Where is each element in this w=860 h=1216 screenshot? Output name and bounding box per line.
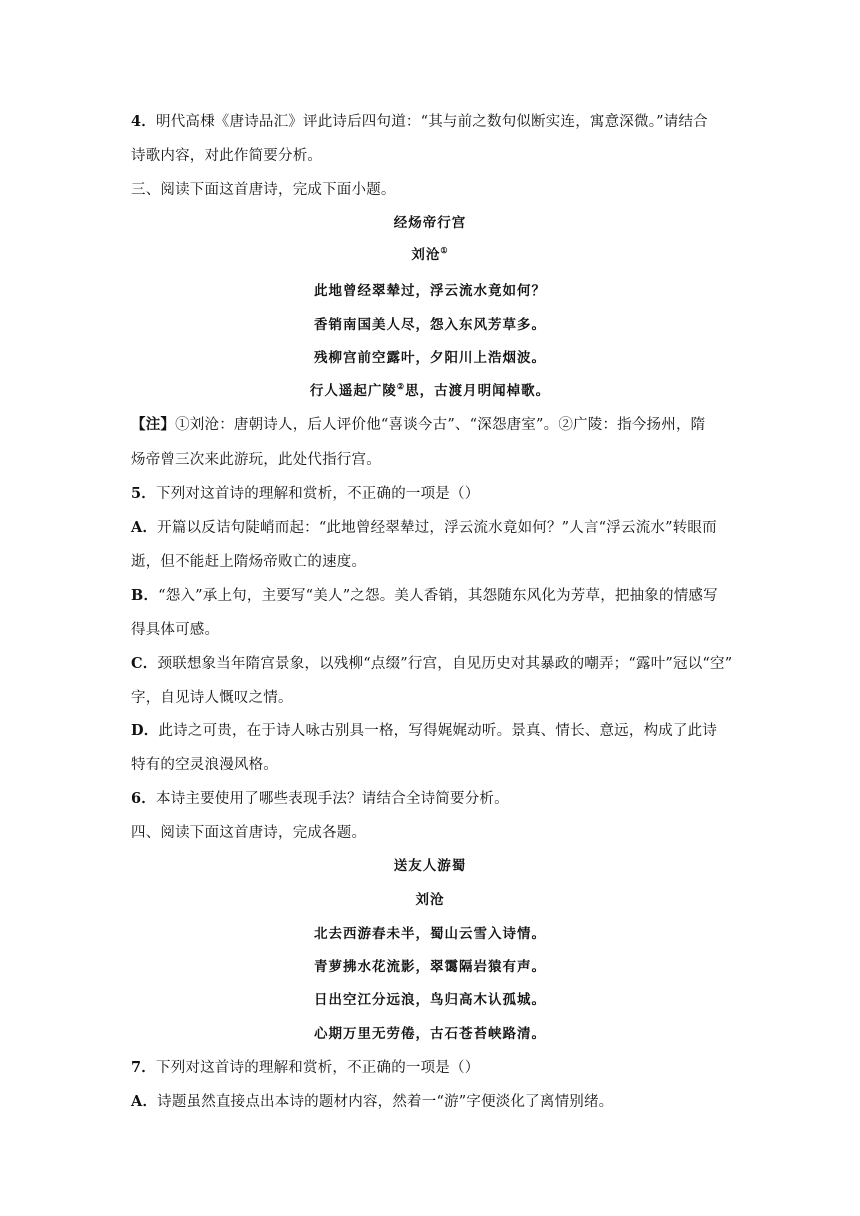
q6-text: 本诗主要使用了哪些表现手法？请结合全诗简要分析。 xyxy=(156,791,509,807)
q5-option-a-label: A． xyxy=(131,519,158,536)
q5-option-a-line1 xyxy=(131,518,731,538)
q7-option-a-text: 诗题虽然直接点出本诗的题材内容，然着一“游”字便淡化了离情别绪。 xyxy=(157,1094,614,1110)
q4-text-line1: 明代高棅《唐诗品汇》评此诗后四句道：“其与前之数句似断实连，寓意深微。”请结合 xyxy=(156,114,708,130)
q7-option-a xyxy=(131,1092,731,1112)
q4-line1 xyxy=(131,112,731,132)
q7-number: 7． xyxy=(131,1059,156,1076)
q5-option-b-label: B． xyxy=(131,587,159,604)
q7-stem xyxy=(131,1058,731,1078)
q5-option-d-text1: 此诗之可贵，在于诗人咏古别具一格，写得娓娓动听。景真、情长、意远，构成了此诗 xyxy=(158,723,718,739)
section3-author-name: 刘沧 xyxy=(411,247,441,263)
section3-poem-note-mark: ② xyxy=(396,381,406,391)
q7-stem-text: 下列对这首诗的理解和赏析，不正确的一项是（） xyxy=(156,1060,480,1076)
q5-option-b-line1 xyxy=(131,586,731,606)
q4-number: 4． xyxy=(131,113,156,130)
note-label: 【注】 xyxy=(131,416,176,433)
q5-stem xyxy=(131,484,731,504)
section4-poem-line-4: 心期万里无劳倦，古石苍苔峡路清。 xyxy=(314,1026,546,1042)
section3-poem-author xyxy=(0,245,860,265)
section3-note-line1 xyxy=(131,415,731,435)
q5-option-c-text1: 颈联想象当年隋宫景象，以残柳“点缀”行宫，自见历史对其暴政的嘲弄；“露叶”冠以“空” xyxy=(157,656,733,672)
section4-poem-line-3: 日出空江分远浪，鸟归高木认孤城。 xyxy=(314,992,546,1008)
section4-poem-line-2: 青萝拂水花流影，翠霭隔岩猿有声。 xyxy=(314,959,546,975)
q5-stem-text: 下列对这首诗的理解和赏析，不正确的一项是（） xyxy=(156,486,480,502)
section3-author-note-mark: ① xyxy=(440,245,449,255)
section3-note-line2: 炀帝曾三次来此游玩，此处代指行宫。 xyxy=(131,452,381,468)
section4-poem-line-1: 北去西游春未半，蜀山云雪入诗情。 xyxy=(314,926,546,942)
q6-number: 6． xyxy=(131,790,156,807)
q5-option-d-line2: 特有的空灵浪漫风格。 xyxy=(131,757,278,773)
q5-number: 5． xyxy=(131,485,156,502)
q5-option-d-line1 xyxy=(131,721,731,741)
section3-poem-line-4b: 思，古渡月明闻棹歌。 xyxy=(405,383,551,399)
section3-heading: 三、阅读下面这首唐诗，完成下面小题。 xyxy=(131,182,396,198)
section3-poem-line-4a: 行人遥起广陵 xyxy=(309,383,397,399)
q4-line2: 诗歌内容，对此作简要分析。 xyxy=(131,148,323,164)
q5-option-b-text1: “怨入”承上句，主要写“美人”之怨。美人香销，其怨随东风化为芳草，把抽象的情感写 xyxy=(158,588,718,604)
section3-poem-line-1: 此地曾经翠辇过，浮云流水竟如何？ xyxy=(314,283,546,299)
section3-poem-line-3: 残柳宫前空露叶，夕阳川上浩烟波。 xyxy=(314,350,546,366)
q5-option-c-line1 xyxy=(131,654,731,674)
q5-option-a-line2: 逝，但不能赶上隋炀帝败亡的速度。 xyxy=(131,554,367,570)
q5-option-a-text1: 开篇以反诘句陡峭而起：“此地曾经翠辇过，浮云流水竟如何？”人言“浮云流水”转眼而 xyxy=(157,520,717,536)
q5-option-c-line2: 字，自见诗人慨叹之情。 xyxy=(131,690,293,706)
q5-option-c-label: C． xyxy=(131,655,158,672)
q6 xyxy=(131,789,731,809)
note-text-line1: ①刘沧：唐朝诗人，后人评价他“喜谈今古”、“深怨唐室”。②广陵：指今扬州，隋 xyxy=(175,417,706,433)
section3-poem-line-2: 香销南国美人尽，怨入东风芳草多。 xyxy=(314,317,546,333)
section4-poem-author: 刘沧 xyxy=(415,892,445,908)
section3-poem-line-4 xyxy=(0,381,860,401)
section4-poem-title: 送友人游蜀 xyxy=(393,858,467,874)
section3-poem-title: 经炀帝行宫 xyxy=(393,215,467,231)
q7-option-a-label: A． xyxy=(131,1093,158,1110)
q5-option-b-line2: 得具体可感。 xyxy=(131,622,220,638)
q5-option-d-label: D． xyxy=(131,722,159,739)
section4-heading: 四、阅读下面这首唐诗，完成各题。 xyxy=(131,825,367,841)
